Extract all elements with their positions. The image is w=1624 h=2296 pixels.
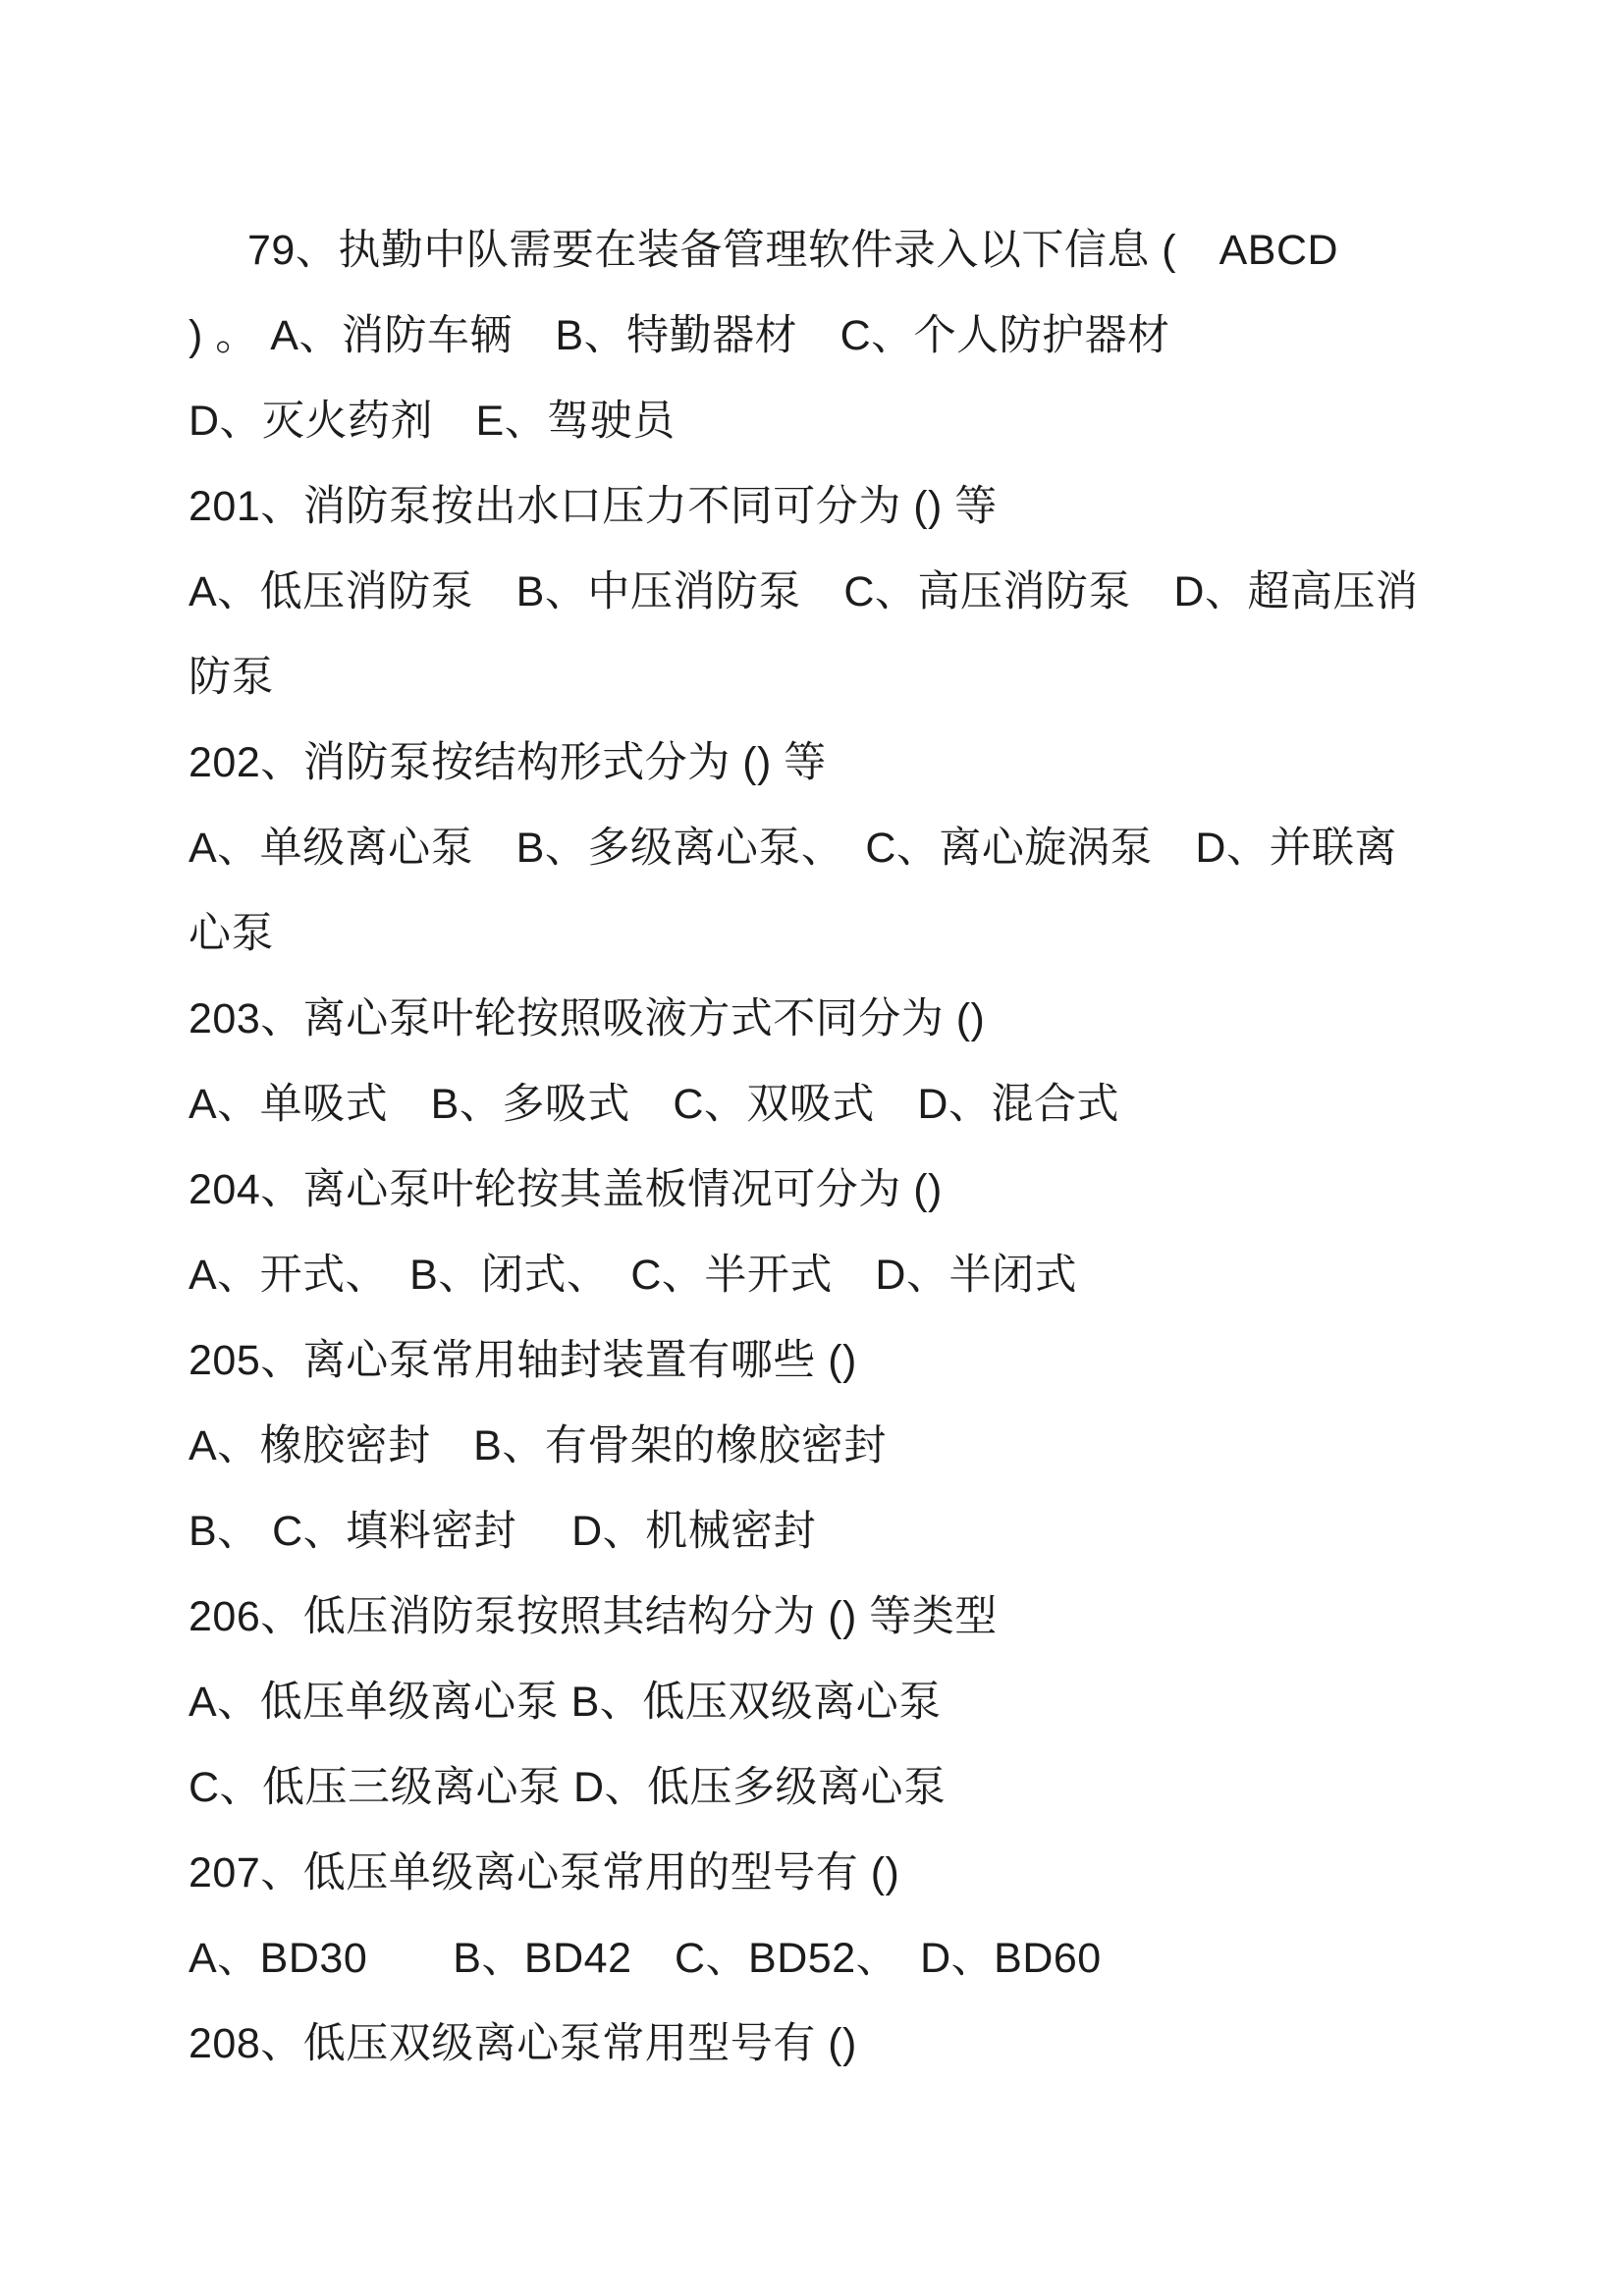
text-line: 208、低压双级离心泵常用型号有 (): [189, 2020, 857, 2067]
text-line: 202、消防泵按结构形式分为 () 等: [189, 739, 827, 786]
text-line: 204、离心泵叶轮按其盖板情况可分为 (): [189, 1166, 943, 1213]
text-line: D、灭火药剂 E、驾驶员: [189, 398, 676, 445]
question-list: [189, 208, 1475, 2087]
text-line: C、低压三级离心泵 D、低压多级离心泵: [189, 1764, 947, 1811]
text-line: B、 C、填料密封 D、机械密封: [189, 1508, 817, 1555]
text-line: A、单吸式 B、多吸式 C、双吸式 D、混合式: [189, 1081, 1119, 1128]
text-line: 207、低压单级离心泵常用的型号有 (): [189, 1849, 900, 1896]
text-line: ) 。 A、消防车辆 B、特勤器材 C、个人防护器材: [189, 312, 1170, 359]
text-line: 心泵: [189, 910, 274, 957]
text-line: 205、离心泵常用轴封装置有哪些 (): [189, 1337, 857, 1384]
text-line: 201、消防泵按出水口压力不同可分为 () 等: [189, 483, 998, 530]
text-line: 203、离心泵叶轮按照吸液方式不同分为 (): [189, 995, 986, 1042]
text-line: 79、执勤中队需要在装备管理软件录入以下信息 ( ABCD: [247, 227, 1339, 274]
text-line: 防泵: [189, 654, 274, 701]
text-line: A、低压单级离心泵 B、低压双级离心泵: [189, 1679, 942, 1726]
text-line: A、开式、 B、闭式、 C、半开式 D、半闭式: [189, 1252, 1077, 1299]
text-line: A、BD30 B、BD42 C、BD52、 D、BD60: [189, 1935, 1102, 1982]
text-line: A、橡胶密封 B、有骨架的橡胶密封: [189, 1422, 887, 1469]
text-line: A、单级离心泵 B、多级离心泵、 C、离心旋涡泵 D、并联离: [189, 825, 1397, 872]
text-line: A、低压消防泵 B、中压消防泵 C、高压消防泵 D、超高压消: [189, 568, 1419, 615]
text-line: 206、低压消防泵按照其结构分为 () 等类型: [189, 1593, 998, 1640]
